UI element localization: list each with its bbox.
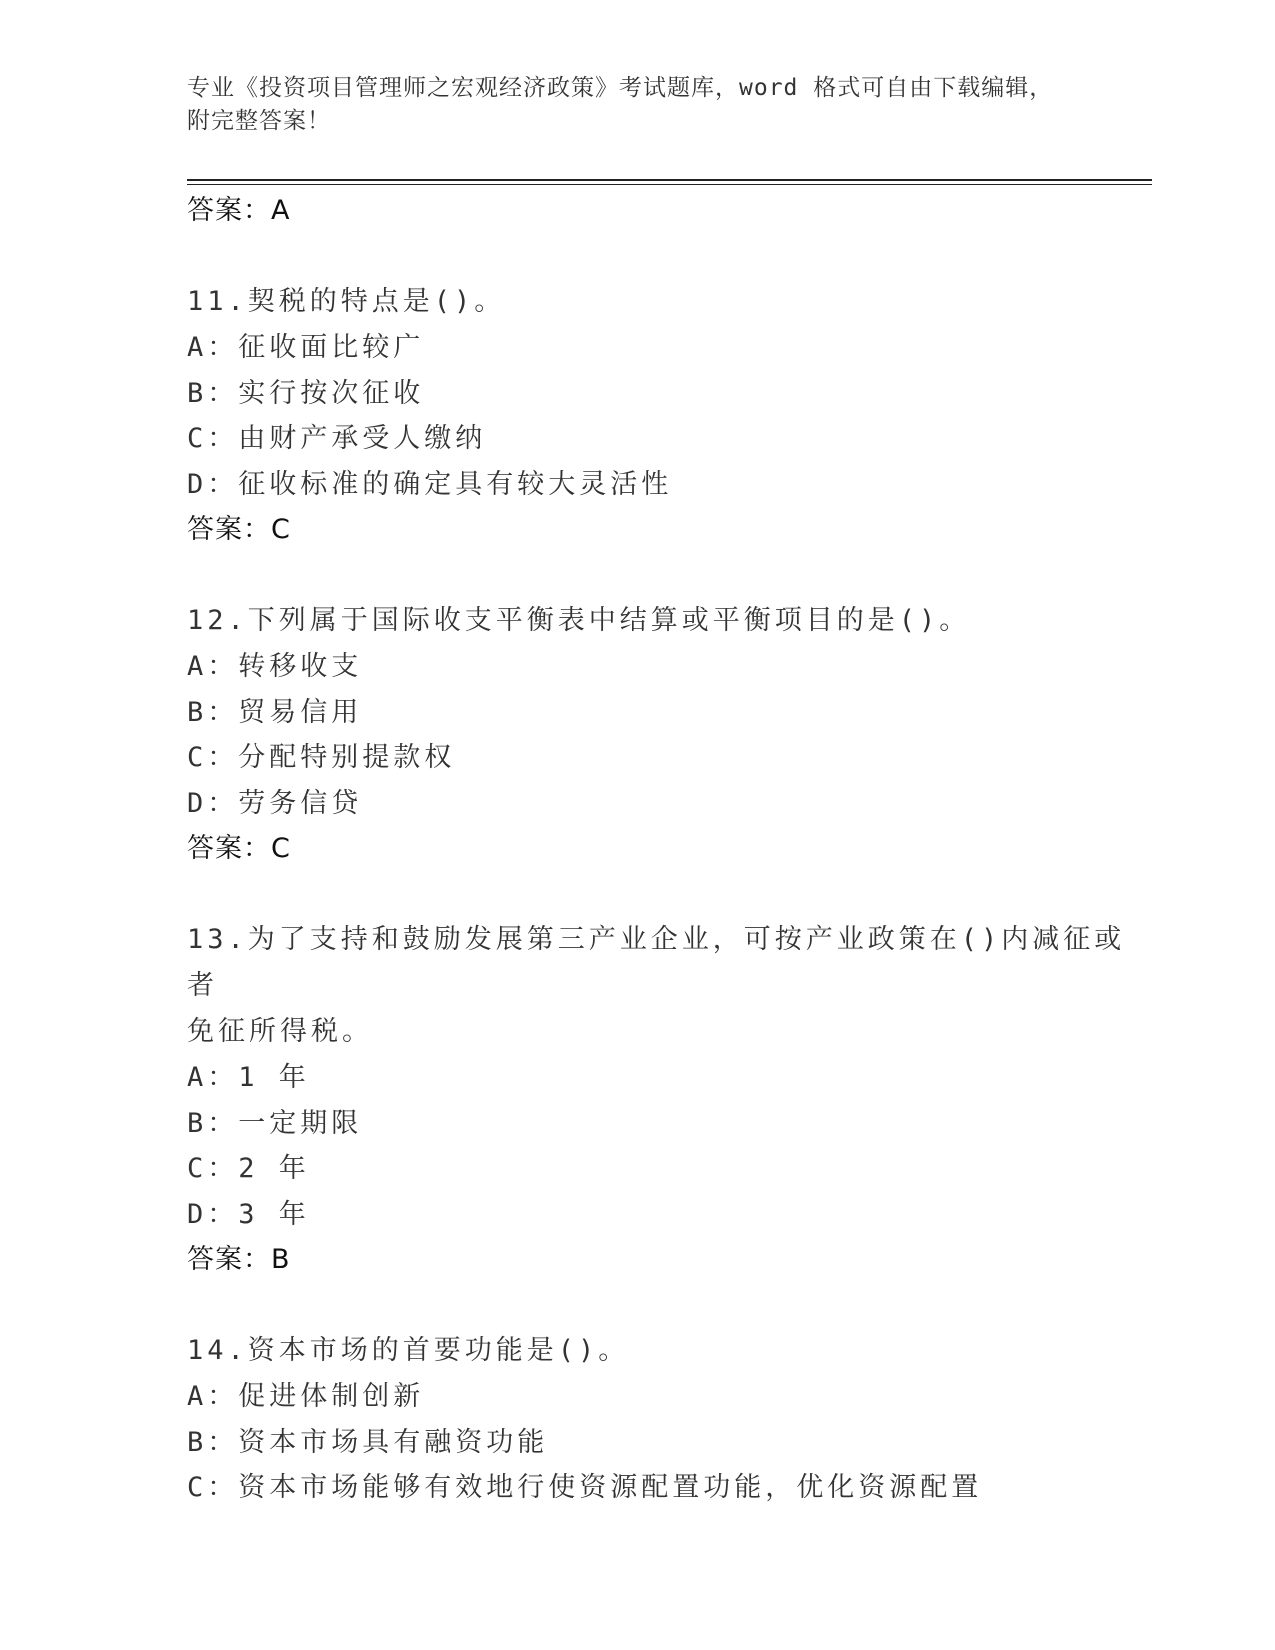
option-a: A：1 年 (187, 1062, 310, 1093)
option-c: C：2 年 (187, 1153, 310, 1184)
question-stem-line-2: 免征所得税。 (187, 1016, 373, 1047)
question-list (187, 188, 1147, 1511)
question-stem: 14.资本市场的首要功能是()。 (187, 1335, 630, 1366)
option-d: D：3 年 (187, 1198, 310, 1230)
option-a: A：转移收支 (187, 651, 363, 682)
option-b: B：实行按次征收 (187, 377, 425, 409)
document-header (187, 72, 1087, 138)
option-b: B：一定期限 (187, 1107, 363, 1139)
header-divider-thick (187, 179, 1152, 181)
answer-line: 答案：B (187, 1244, 291, 1275)
question-stem: 11.契税的特点是()。 (187, 286, 506, 317)
question-stem-line-1: 13.为了支持和鼓励发展第三产业企业，可按产业政策在()内减征或者 (187, 924, 1126, 1001)
option-d: D：劳务信贷 (187, 787, 363, 819)
answer-line: 答案：A (187, 195, 291, 226)
option-d: D：征收标准的确定具有较大灵活性 (187, 468, 673, 500)
header-line-2: 附完整答案！ (187, 108, 331, 134)
option-c: C：资本市场能够有效地行使资源配置功能，优化资源配置 (187, 1472, 983, 1503)
question-14 (187, 1328, 1147, 1511)
question-11 (187, 279, 1147, 553)
question-13 (187, 917, 1147, 1283)
option-b: B：资本市场具有融资功能 (187, 1426, 549, 1458)
question-stem: 12.下列属于国际收支平衡表中结算或平衡项目的是()。 (187, 605, 971, 636)
question-12 (187, 598, 1147, 872)
option-c: C：分配特别提款权 (187, 742, 456, 773)
answer-line: 答案：C (187, 514, 291, 545)
answer-line: 答案：C (187, 833, 291, 864)
option-a: A：征收面比较广 (187, 332, 425, 363)
header-line-1: 专业《投资项目管理师之宏观经济政策》考试题库，word 格式可自由下载编辑， (187, 75, 1054, 101)
option-b: B：贸易信用 (187, 696, 363, 728)
header-divider-thin (187, 184, 1152, 185)
option-c: C：由财产承受人缴纳 (187, 423, 487, 454)
option-a: A：促进体制创新 (187, 1381, 425, 1412)
